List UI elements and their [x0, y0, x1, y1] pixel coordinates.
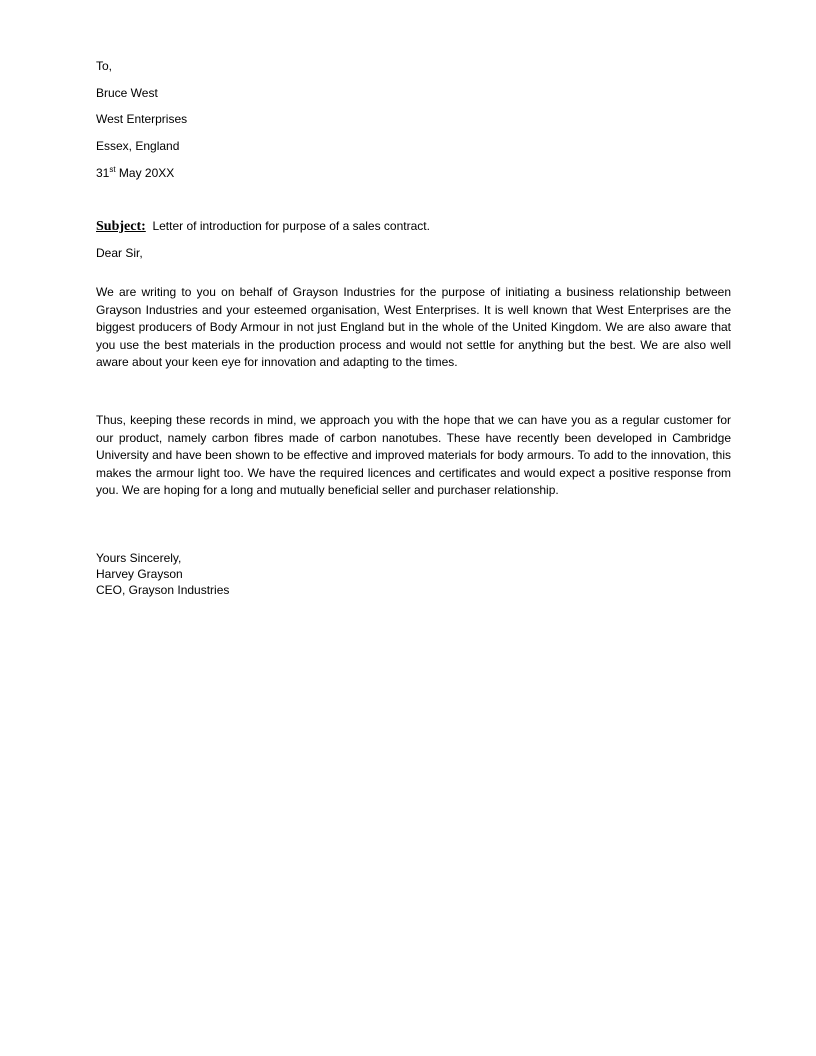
recipient-to: To, [96, 59, 113, 73]
signature-block [96, 550, 229, 598]
greeting: Dear Sir, [96, 246, 143, 260]
recipient-location: Essex, England [96, 139, 180, 153]
date-suffix: st [109, 165, 116, 174]
body-paragraph-1: We are writing to you on behalf of Grayson Industries for the purpose of initiating a business relationship between Grayson Industries and your esteemed organisation, West Enterprises. It is well known that West Enterprises are the biggest producers of Body Armour in not just England but in the whole of the United Kingdom. We are also aware that you use the best materials in the production process and would not settle for anything but the best. We are also well aware about your keen eye for innovation and adapting to the times. [96, 285, 731, 370]
letter-date [96, 166, 174, 180]
subject-text: Letter of introduction for purpose of a sales contract. [152, 219, 430, 233]
recipient-company: West Enterprises [96, 112, 188, 126]
signer-name: Harvey Grayson [96, 567, 183, 581]
recipient-name: Bruce West [96, 86, 158, 100]
date-day: 31 [96, 166, 110, 180]
body-paragraph-2: Thus, keeping these records in mind, we approach you with the hope that we can have you as a regular customer for our product, namely carbon fibres made of carbon nanotubes. These have recently been developed in Cambridge University and have been shown to be effective and improved materials for body armours. To add to the innovation, this makes the armour light too. We have the required licences and certificates and would expect a positive response from you. We are hoping for a long and mutually beneficial seller and purchaser relationship. [96, 413, 731, 498]
subject-line [96, 219, 430, 234]
valediction: Yours Sincerely, [96, 551, 182, 565]
signer-title: CEO, Grayson Industries [96, 583, 230, 597]
subject-label: Subject: [96, 219, 146, 234]
date-rest: May 20XX [115, 166, 175, 180]
